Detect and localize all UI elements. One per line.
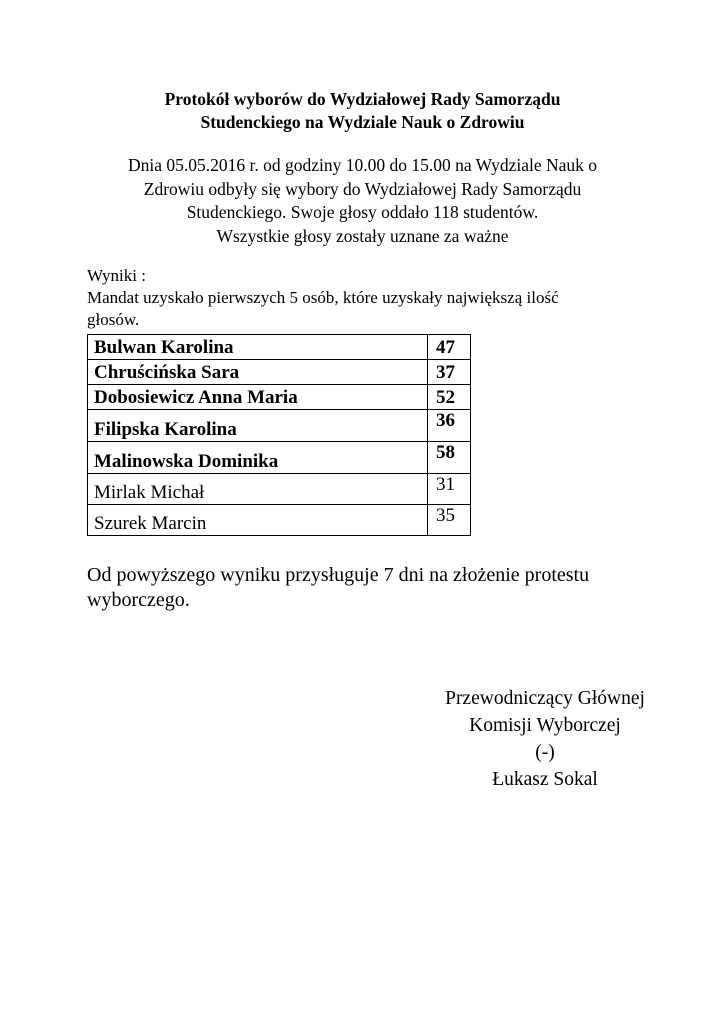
candidate-votes: 52 [428, 385, 471, 410]
candidate-votes: 37 [428, 360, 471, 385]
table-row [88, 474, 471, 505]
title-line-2: Studenckiego na Wydziale Nauk o Zdrowiu [200, 112, 525, 132]
table-row [88, 410, 471, 442]
table-row [88, 360, 471, 385]
intro-line-3: Studenckiego. Swoje głosy oddało 118 studentów. [186, 202, 539, 222]
results-label: Wyniki : [87, 266, 146, 285]
candidate-name: Chruścińska Sara [88, 360, 428, 385]
results-description [87, 287, 647, 331]
candidate-name: Bulwan Karolina [88, 335, 428, 360]
results-description-line-2: głosów. [87, 310, 140, 329]
signature-mark: (-) [535, 742, 555, 763]
intro-line-1: Dnia 05.05.2016 r. od godziny 10.00 do 15.00 na Wydziale Nauk o [127, 155, 598, 175]
signature-role-line-2: Komisji Wyborczej [469, 715, 621, 736]
candidate-name: Dobosiewicz Anna Maria [88, 385, 428, 410]
candidate-votes: 47 [428, 335, 471, 360]
notice-line-2: wyborczego. [87, 589, 190, 611]
candidate-votes: 58 [428, 442, 471, 474]
intro-line-2: Zdrowiu odbyły się wybory do Wydziałowej Rady Samorządu [143, 178, 582, 199]
signature-block [380, 685, 710, 793]
title-line-1: Protokół wyborów do Wydziałowej Rady Samorządu [164, 89, 561, 109]
intro-paragraph [0, 154, 725, 248]
table-row [88, 335, 471, 360]
document-title [0, 88, 725, 134]
candidate-name: Malinowska Dominika [88, 442, 428, 474]
candidate-votes: 31 [428, 474, 471, 505]
intro-line-4: Wszystkie głosy zostały uznane za ważne [216, 225, 509, 246]
table-row [88, 505, 471, 536]
signature-role-line-1: Przewodniczący Głównej [445, 688, 645, 709]
signature-name: Łukasz Sokal [492, 769, 598, 790]
candidate-votes: 36 [428, 410, 471, 442]
candidate-name: Szurek Marcin [88, 505, 428, 536]
candidate-name: Filipska Karolina [88, 410, 428, 442]
protest-notice [87, 563, 667, 613]
table-row [88, 385, 471, 410]
candidate-votes: 35 [428, 505, 471, 536]
candidate-name: Mirlak Michał [88, 474, 428, 505]
results-description-line-1: Mandat uzyskało pierwszych 5 osób, które uzyskały największą ilość [87, 288, 559, 307]
results-table [87, 334, 471, 536]
table-row [88, 442, 471, 474]
notice-line-1: Od powyższego wyniku przysługuje 7 dni na złożenie protestu [87, 564, 590, 586]
